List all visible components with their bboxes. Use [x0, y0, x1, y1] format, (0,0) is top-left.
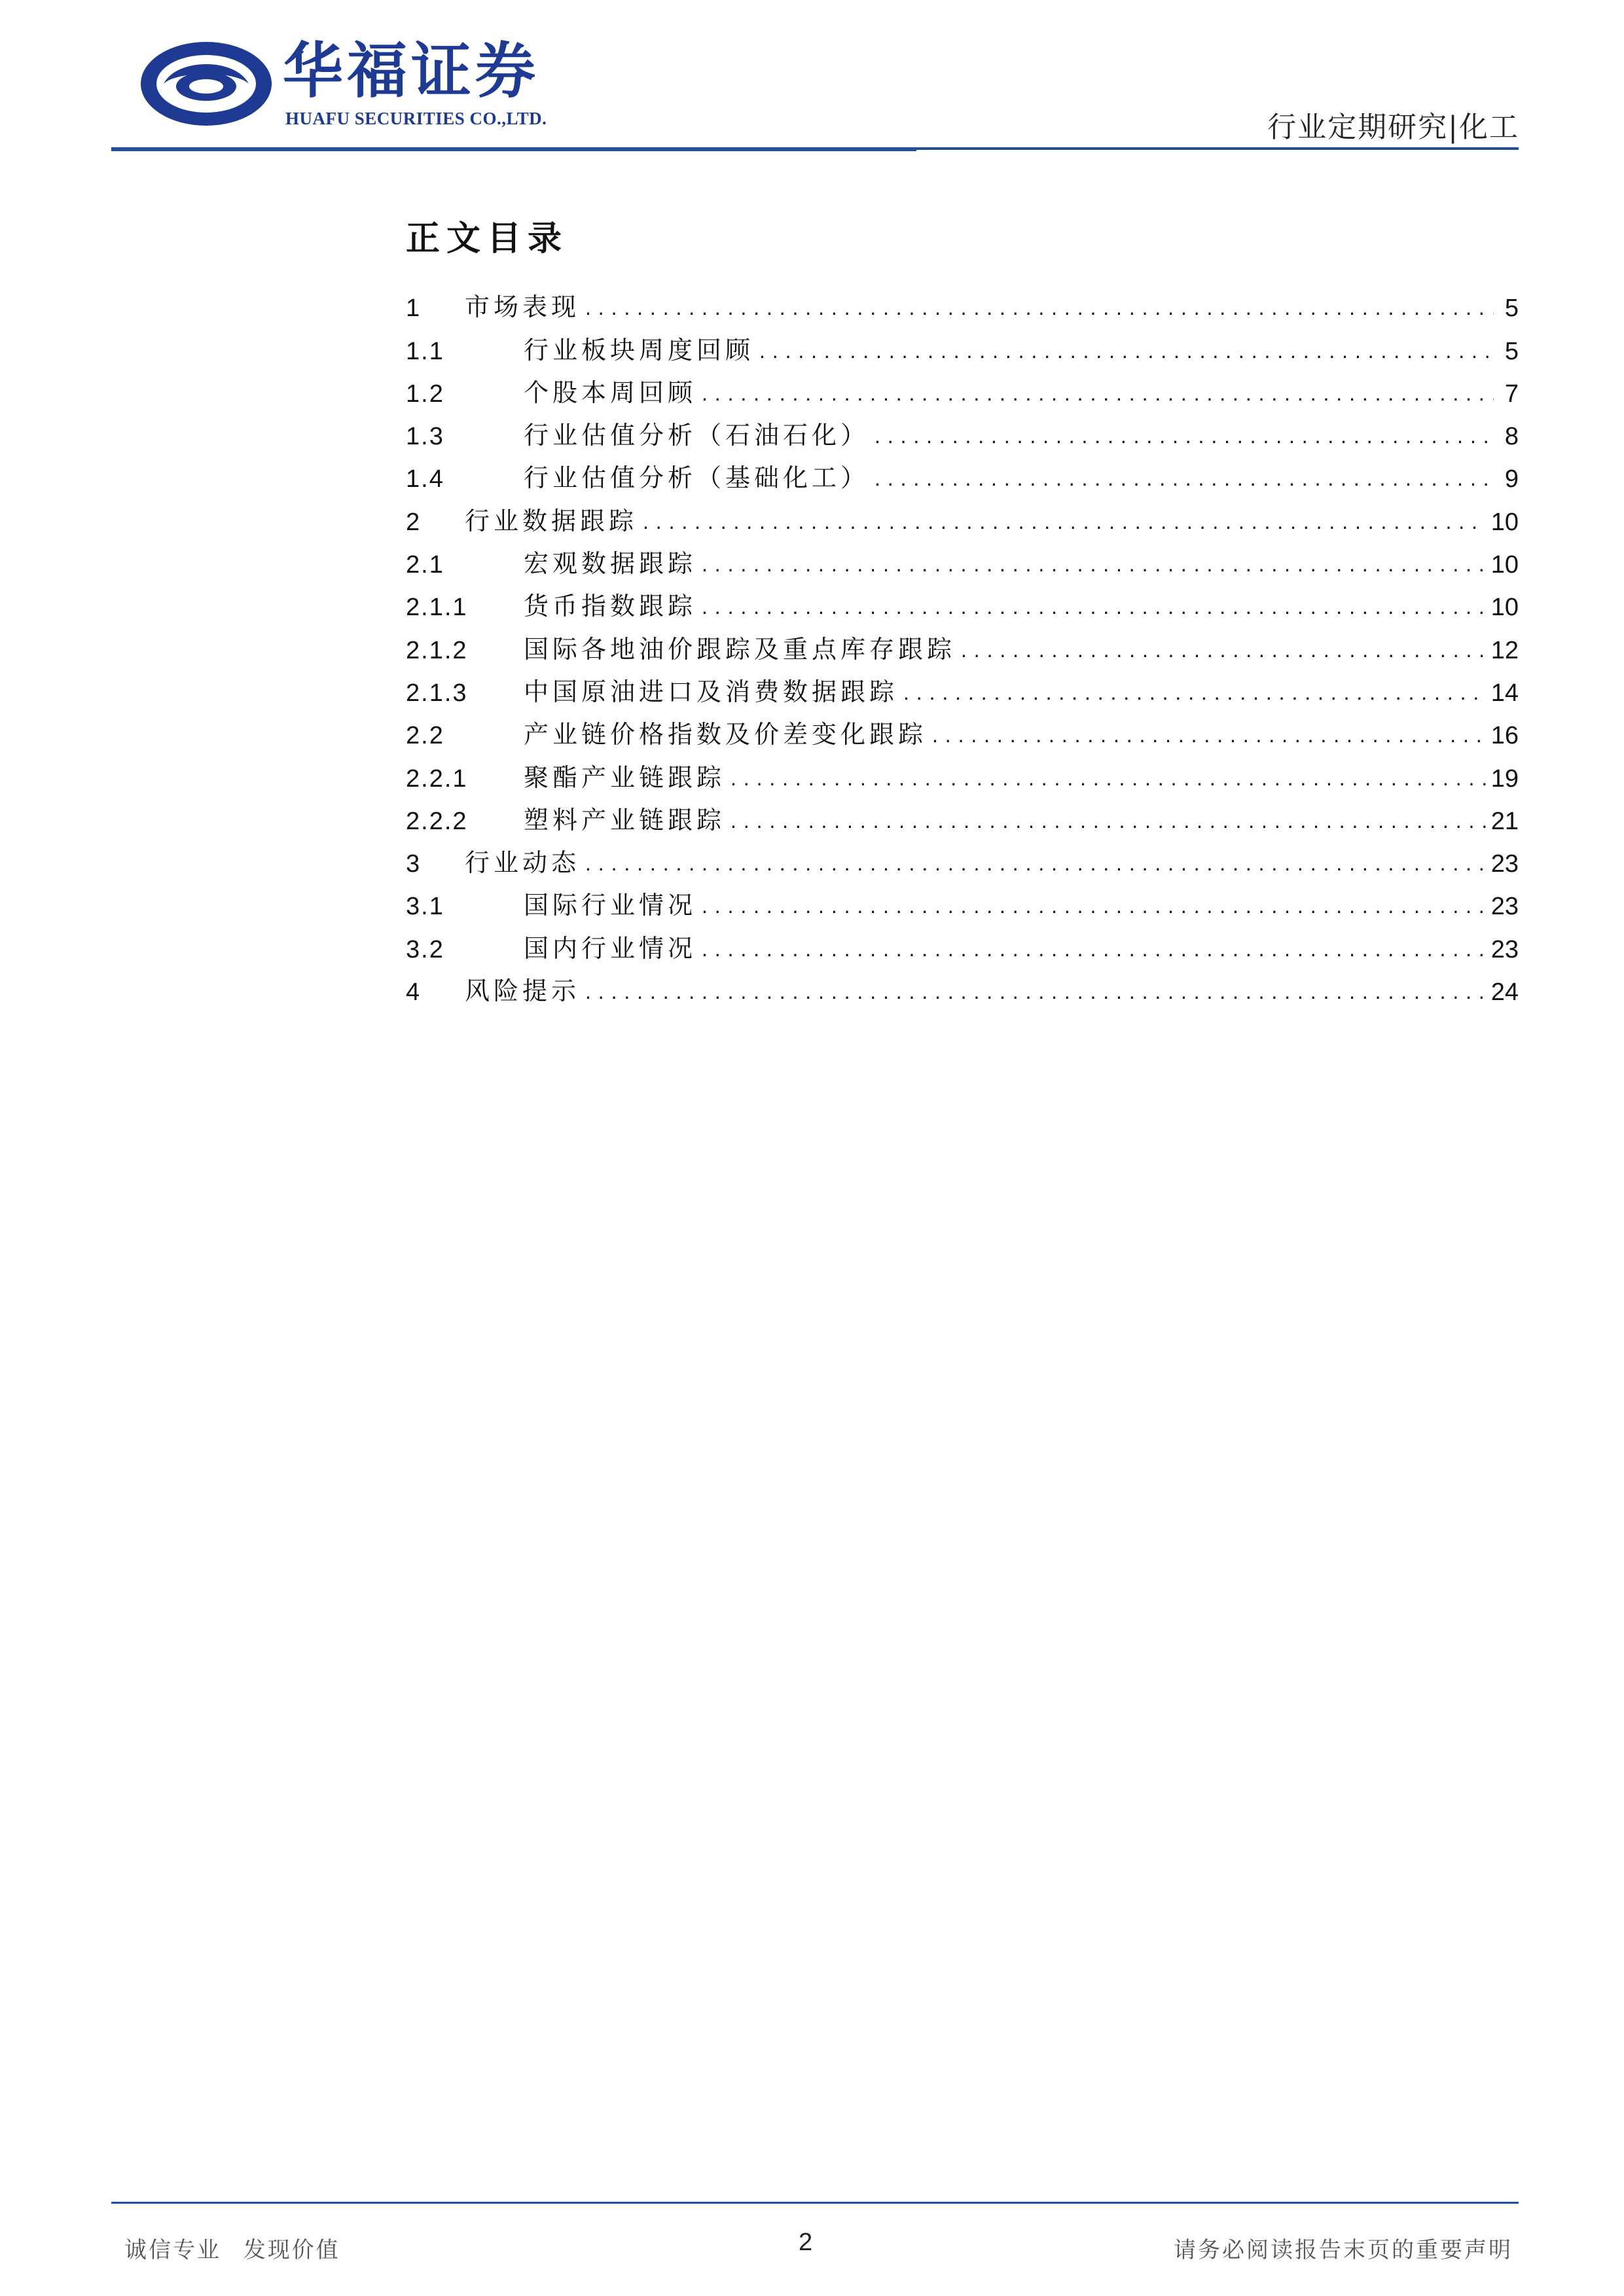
- toc-entry-title: 个股本周回顾: [524, 378, 697, 407]
- logo-english-name: HUAFU SECURITIES CO.,LTD.: [285, 109, 547, 128]
- toc-entry-page: 24: [1490, 978, 1519, 1007]
- toc-entry-page: 23: [1490, 935, 1519, 963]
- toc-entry[interactable]: [406, 280, 1519, 323]
- toc-entry-page: 5: [1504, 337, 1519, 365]
- toc-entry-title: 行业估值分析（石油石化）: [524, 421, 870, 450]
- toc-entry-title: 中国原油进口及消费数据跟踪: [524, 677, 899, 706]
- toc-dot-leader: [731, 811, 1486, 836]
- toc-dot-leader: [903, 683, 1486, 708]
- toc-entry-title: 行业板块周度回顾: [524, 335, 755, 365]
- toc-entry-page: 14: [1490, 679, 1519, 707]
- toc-dot-leader: [585, 298, 1494, 323]
- toc-dot-leader: [961, 640, 1486, 665]
- toc-entry-page: 12: [1490, 636, 1519, 664]
- toc-entry-page: 5: [1504, 295, 1519, 323]
- toc-dot-leader: [731, 768, 1486, 793]
- toc-entry-title: 塑料产业链跟踪: [524, 805, 726, 834]
- toc-title: 正文目录: [406, 219, 569, 259]
- toc-entry-page: 9: [1504, 465, 1519, 493]
- toc-entry[interactable]: [406, 836, 1519, 878]
- company-logo: [137, 35, 556, 136]
- toc-entry-page: 10: [1490, 551, 1519, 579]
- page-number: 2: [799, 2229, 813, 2256]
- toc-entry-title: 行业动态: [465, 848, 581, 878]
- toc-entry-page: 10: [1490, 594, 1519, 622]
- toc-dot-leader: [932, 725, 1486, 750]
- toc-entry-page: 23: [1490, 893, 1519, 921]
- toc-entry-title: 货币指数跟踪: [524, 592, 697, 621]
- toc-entry[interactable]: [406, 493, 1519, 536]
- toc-entry-number: 3.1: [406, 893, 444, 921]
- toc-entry-number: 2: [406, 508, 422, 536]
- toc-entry[interactable]: [406, 451, 1519, 493]
- toc-entry-number: 1.4: [406, 465, 444, 493]
- toc-entry[interactable]: [406, 750, 1519, 793]
- logo-chinese-name: 华福证券: [283, 35, 540, 106]
- report-type-label: 行业定期研究|化工: [1267, 111, 1519, 144]
- table-of-contents: [406, 280, 1519, 1007]
- toc-dot-leader: [702, 597, 1486, 622]
- toc-entry-title: 国内行业情况: [524, 933, 697, 963]
- toc-entry-number: 1.3: [406, 423, 444, 451]
- huafu-logo-icon: [137, 38, 275, 130]
- toc-dot-leader: [643, 512, 1486, 537]
- toc-entry-page: 19: [1490, 764, 1519, 793]
- toc-dot-leader: [702, 554, 1486, 579]
- toc-entry[interactable]: [406, 408, 1519, 451]
- toc-entry-page: 21: [1490, 807, 1519, 835]
- toc-dot-leader: [702, 384, 1494, 408]
- toc-entry[interactable]: [406, 537, 1519, 579]
- toc-dot-leader: [702, 896, 1486, 921]
- toc-entry-title: 风险提示: [465, 977, 581, 1006]
- toc-entry-title: 行业数据跟踪: [465, 506, 638, 535]
- header-divider-accent: [111, 150, 916, 151]
- toc-entry[interactable]: [406, 622, 1519, 664]
- toc-entry[interactable]: [406, 921, 1519, 963]
- toc-dot-leader: [759, 341, 1494, 366]
- toc-entry-title: 宏观数据跟踪: [524, 549, 697, 579]
- toc-entry-number: 2.1: [406, 551, 444, 579]
- toc-entry-title: 产业链价格指数及价差变化跟踪: [524, 720, 928, 749]
- toc-dot-leader: [702, 939, 1486, 964]
- toc-dot-leader: [875, 469, 1494, 493]
- toc-entry[interactable]: [406, 878, 1519, 921]
- footer-divider: [111, 2202, 1519, 2204]
- toc-entry-page: 23: [1490, 850, 1519, 878]
- toc-entry-number: 2.2: [406, 722, 444, 750]
- toc-entry-title: 国际各地油价跟踪及重点库存跟踪: [524, 634, 956, 664]
- toc-entry-page: 16: [1490, 722, 1519, 750]
- toc-entry[interactable]: [406, 579, 1519, 622]
- toc-entry-number: 2.2.2: [406, 807, 468, 835]
- toc-entry[interactable]: [406, 366, 1519, 408]
- toc-entry-number: 3.2: [406, 935, 444, 963]
- toc-dot-leader: [585, 982, 1486, 1007]
- toc-entry-number: 2.2.1: [406, 764, 468, 793]
- toc-entry-number: 2.1.2: [406, 636, 468, 664]
- toc-entry-number: 1.1: [406, 337, 444, 365]
- toc-entry[interactable]: [406, 964, 1519, 1007]
- toc-entry[interactable]: [406, 665, 1519, 708]
- toc-entry-page: 7: [1504, 380, 1519, 408]
- toc-entry-number: 2.1.3: [406, 679, 468, 707]
- toc-entry-title: 国际行业情况: [524, 891, 697, 920]
- toc-entry-title: 市场表现: [465, 293, 581, 322]
- toc-entry-number: 2.1.1: [406, 594, 468, 622]
- toc-entry-number: 3: [406, 850, 422, 878]
- footer-slogan: 诚信专业 发现价值: [124, 2237, 340, 2263]
- toc-entry-number: 1.2: [406, 380, 444, 408]
- toc-entry[interactable]: [406, 708, 1519, 750]
- toc-entry-page: 10: [1490, 508, 1519, 536]
- toc-entry-number: 1: [406, 295, 422, 323]
- toc-dot-leader: [585, 853, 1486, 878]
- toc-dot-leader: [875, 426, 1494, 451]
- toc-entry-title: 行业估值分析（基础化工）: [524, 463, 870, 493]
- toc-entry[interactable]: [406, 793, 1519, 836]
- toc-entry-page: 8: [1504, 423, 1519, 451]
- toc-entry[interactable]: [406, 323, 1519, 365]
- toc-entry-title: 聚酯产业链跟踪: [524, 762, 726, 792]
- footer-disclaimer: 请务必阅读报告末页的重要声明: [1174, 2237, 1513, 2263]
- toc-entry-number: 4: [406, 978, 422, 1007]
